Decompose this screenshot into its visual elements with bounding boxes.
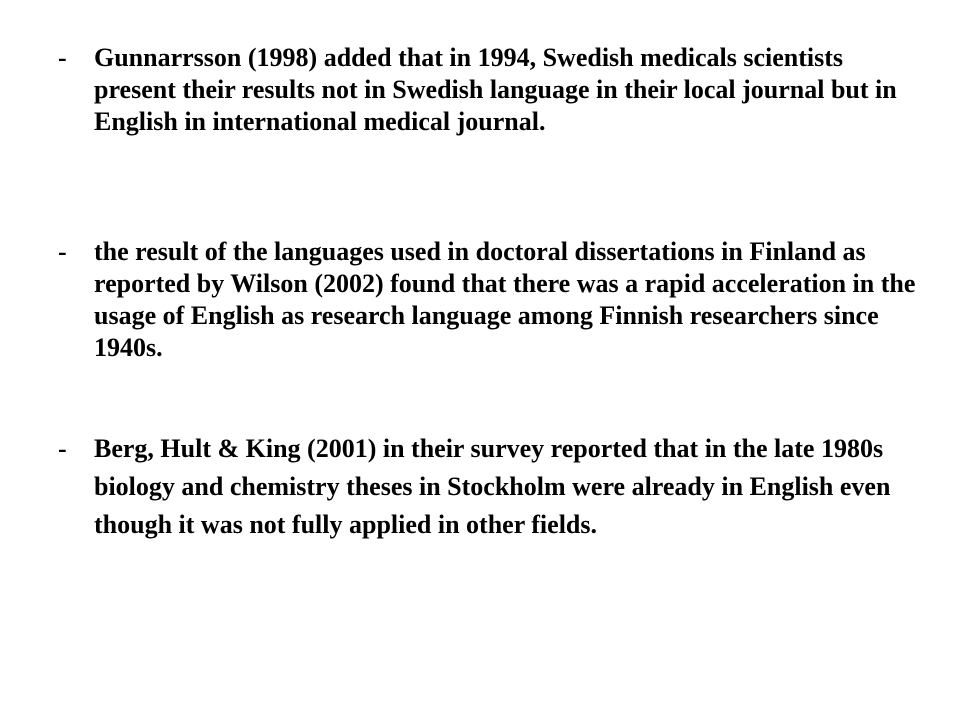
bullet-marker: -: [58, 43, 67, 72]
bullet-text: Berg, Hult & King (2001) in their survey reported that in the late 1980s biology and chemistry theses in Stockholm were already in English even though it was not fully applied in other fields.: [94, 434, 891, 539]
bullet-item-berg-hult-king: [58, 430, 918, 544]
bullet-marker: -: [58, 237, 67, 266]
bullet-marker: -: [58, 434, 67, 463]
bullet-item-wilson: [58, 236, 918, 364]
bullet-text: the result of the languages used in doctoral dissertations in Finland as reported by Wilson (2002) found that there was a rapid acceleration in the usage of English as research language among Finnish researchers since 1940s.: [94, 237, 916, 362]
bullet-item-gunnarrsson: [58, 42, 918, 138]
bullet-text: Gunnarrsson (1998) added that in 1994, Swedish medicals scientists present their results not in Swedish language in their local journal but in English in international medical journal.: [94, 43, 897, 136]
